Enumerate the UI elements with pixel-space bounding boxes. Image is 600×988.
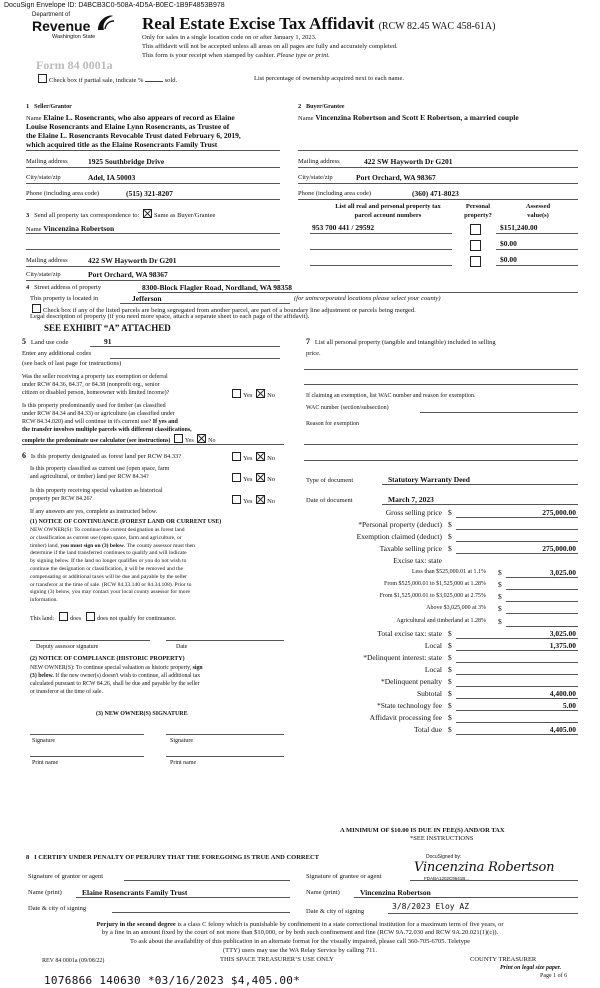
dor-logo: Department of Revenue Washington State bbox=[30, 12, 120, 56]
perjury-line4: (TTY) users may use the WA Relay Service by calling 711. bbox=[223, 947, 377, 954]
seller-phone: (515) 321-8207 bbox=[126, 189, 173, 198]
s6-q3-yes-no: Yes No bbox=[230, 495, 275, 507]
forest-no-checkbox[interactable] bbox=[256, 452, 265, 461]
parcel-col-header: List all real and personal property tax parcel account numbers bbox=[335, 203, 441, 219]
tax-row-label: *State technology fee bbox=[377, 701, 442, 710]
s7-line2: price. bbox=[306, 350, 321, 357]
located-label: This property is located in bbox=[30, 295, 99, 302]
property-county: Jefferson bbox=[132, 294, 162, 303]
buyer-mail: 422 SW Hayworth Dr G201 bbox=[364, 157, 453, 166]
tax-row-value: 275,000.00 bbox=[542, 544, 576, 553]
currency-symbol: $ bbox=[448, 689, 452, 698]
segregation-checkbox[interactable] bbox=[32, 304, 41, 313]
tax-row-label: *Personal property (deduct) bbox=[358, 520, 442, 529]
parcel-number: 953 700 441 / 29592 bbox=[312, 223, 375, 232]
street-label: 4 Street address of property bbox=[26, 284, 102, 291]
tax-row-label: *Delinquent penalty bbox=[380, 677, 442, 686]
legal-size-note: Print on legal size paper. bbox=[500, 965, 562, 971]
unincorporated-note: (for unincorporated locations please select your county) bbox=[294, 295, 441, 302]
currency-symbol: $ bbox=[498, 592, 502, 601]
notice1-body: NEW OWNER(S): To continue the current designation as forest land or classification as current use (open space, farm and agriculture, or timber) land, you must sign on (3) below. The county assessor must then determine if the land transferred continues to qualify and will indicate by signing below. If the land no longer qualifies or you do not wish to continue the designation or classification, it will be removed and the compensating or additional taxes will be due and payable by the seller or transferor at the time of sale. (RCW 84.33.140 or 84.34.108). Prior to signing (3) below, you may contact your local county assessor for more information. bbox=[30, 527, 195, 604]
if-yes-note: If any answers are yes, complete as instructed below. bbox=[30, 509, 158, 515]
buyer-phone: (360) 471-8023 bbox=[412, 189, 459, 198]
property-street: 8300-Block Flagler Road, Nordland, WA 98358 bbox=[142, 283, 292, 292]
seller-name-l4: which acquired title as the Elaine Rosencrants Family Trust bbox=[26, 140, 218, 149]
buyer-name: Name Vincenzina Robertson and Scott E Robertson, a married couple bbox=[298, 113, 519, 122]
notice2-body: NEW OWNER(S): To continue special valuation as historic property, sign (3) below. If the new owner(s) doesn't wish to continue, all additional tax calculated pursuant to RCW 84.26, shall be due and payable by the seller or transferor at the time of sale. bbox=[30, 665, 203, 695]
currency-symbol: $ bbox=[448, 665, 452, 674]
tax-row-label: Local bbox=[424, 665, 442, 674]
currency-symbol: $ bbox=[448, 508, 452, 517]
q2-line1: Is this property predominantly used for timber (as classified bbox=[22, 403, 166, 409]
same-as-buyer-checkbox[interactable] bbox=[143, 209, 152, 218]
deputy-date-label: Date bbox=[176, 644, 188, 650]
s6-q2-line2: and agricultural, or timber) land per RCW 84.34? bbox=[30, 474, 149, 480]
notice1-heading: (1) NOTICE OF CONTINUANCE (FOREST LAND OR CURRENT USE) bbox=[30, 519, 222, 525]
perjury-line2: by a fine in an amount fixed by the court of not more than $10,000, or by both such confinement and fine (RCW 9A.72.030 and RCW 9A.20.021(1)(c)). bbox=[101, 929, 499, 936]
currency-symbol: $ bbox=[448, 629, 452, 638]
tax-row-label: Excise tax: state bbox=[393, 556, 442, 565]
see-back-note: (see back of last page for instructions) bbox=[22, 360, 122, 367]
tax-row-value: 3,025.00 bbox=[549, 568, 576, 577]
docusigned-by-label: DocuSigned by: bbox=[426, 854, 462, 860]
rev-number: REV 84 0001a (09/08/22) bbox=[42, 958, 105, 964]
deputy-sig-label: Deputy assessor signature bbox=[36, 644, 99, 650]
land-use-row: 5 Land use code bbox=[22, 337, 69, 346]
see-instructions-note: *SEE INSTRUCTIONS bbox=[410, 835, 474, 842]
grantee-signature: Vincenzina Robertson bbox=[414, 860, 555, 875]
q2-line3: RCW 84.34.020) and will continue in it's current use? If yes and bbox=[22, 419, 178, 425]
form-number: Form 84 0001a bbox=[36, 58, 113, 72]
certify-heading: 8 I CERTIFY UNDER PENALTY OF PERJURY THAT THE FOREGOING IS TRUE AND CORRECT bbox=[26, 854, 319, 861]
perjury-line3: To ask about the availability of this publication in an alternate format for the visually impaired, please call 360-705-6705. Teletype bbox=[130, 938, 470, 945]
seller-phone-label: Phone (including area code) bbox=[26, 190, 100, 197]
q2-line4: the transfer involves multiple parcels with different classifications, bbox=[22, 427, 192, 433]
currency-symbol: $ bbox=[448, 544, 452, 553]
corr-mail-label: Mailing address bbox=[26, 257, 68, 264]
tax-row-label: Less than $525,000.01 at 1.1% bbox=[411, 569, 486, 575]
seller-name-l2: Louise Rosencrants and Elaine Lynn Rosencrants, as Trustee of bbox=[26, 122, 230, 131]
buyer-heading: 2 Buyer/Grantee bbox=[298, 103, 345, 110]
tax-row-label: Local bbox=[424, 641, 442, 650]
tax-row-label: Subtotal bbox=[416, 689, 442, 698]
tax-row-label: Affidavit processing fee bbox=[369, 713, 442, 722]
currency-symbol: $ bbox=[448, 520, 452, 529]
minimum-due-note: A MINIMUM OF $10.00 IS DUE IN FEE(S) AND/OR TAX bbox=[340, 827, 505, 834]
currency-symbol: $ bbox=[448, 653, 452, 662]
segregation-row: Check box if any of the listed parcels are being segregated from another parcel, are part of a boundary line adjustment or parcels being merged. bbox=[30, 304, 416, 316]
envelope-id: DocuSign Envelope ID: D4BCB3C0-508A-4D5A-B0EC-1B9F4853B978 bbox=[4, 2, 225, 9]
currency-symbol: $ bbox=[448, 532, 452, 541]
currency-symbol: $ bbox=[498, 604, 502, 613]
q1-yes-checkbox[interactable] bbox=[232, 389, 241, 398]
currency-symbol: $ bbox=[448, 641, 452, 650]
partial-sale-checkbox[interactable] bbox=[38, 74, 47, 83]
page-number: Page 1 of 6 bbox=[540, 973, 568, 979]
s6-q3-line2: property per RCW 84.26? bbox=[30, 496, 93, 502]
seller-city-label: City/state/zip bbox=[26, 174, 61, 181]
personal-col-header: Personal property? bbox=[464, 203, 492, 219]
seller-mail-label: Mailing address bbox=[26, 158, 68, 165]
q2-yes-checkbox[interactable] bbox=[174, 434, 183, 443]
tax-row-label: Above $3,025,000 at 3% bbox=[426, 605, 486, 611]
currency-symbol: $ bbox=[498, 617, 502, 626]
add-codes-label: Enter any additional codes bbox=[22, 350, 92, 357]
tax-row-label: *Delinquent interest: state bbox=[363, 653, 442, 662]
buyer-city: Port Orchard, WA 98367 bbox=[356, 173, 436, 182]
doc-type: Statutory Warranty Deed bbox=[388, 475, 470, 484]
tax-row-label: From $1,525,000.01 to $3,025,000 at 2.75% bbox=[379, 593, 486, 599]
partial-sale-row: Check box if partial sale, indicate % sold. bbox=[36, 74, 177, 86]
q1-line3: citizen or disabled person, homeowner with limited income)? bbox=[22, 390, 170, 396]
owner-print-label-1: Print name bbox=[32, 760, 59, 766]
s6-q3-line1: Is this property receiving special valuation as historical bbox=[30, 488, 163, 494]
logo-mark-icon bbox=[94, 12, 116, 34]
currency-symbol: $ bbox=[448, 701, 452, 710]
s7-line1: 7 List all personal property (tangible and intangible) included in selling bbox=[306, 337, 496, 346]
historic-yes-checkbox[interactable] bbox=[232, 495, 241, 504]
s6-q1-yes-no: Yes No bbox=[230, 452, 275, 464]
correspondence-name: Name Vincenzina Robertson bbox=[26, 224, 115, 233]
land-use-code: 91 bbox=[104, 337, 112, 346]
grantor-name: Elaine Rosencrants Family Trust bbox=[82, 888, 188, 897]
tax-row-value: 4,400.00 bbox=[549, 689, 576, 698]
historic-no-checkbox[interactable] bbox=[256, 495, 265, 504]
current-use-yes-checkbox[interactable] bbox=[232, 473, 241, 482]
currency-symbol: $ bbox=[448, 713, 452, 722]
seller-name-l3: the Elaine L. Rosencrants Revocable Trust dated February 6, 2019, bbox=[26, 131, 241, 140]
tax-row-value: 4,405.00 bbox=[549, 725, 576, 734]
s6-q2-line1: Is this property classified as current use (open space, farm bbox=[30, 466, 170, 472]
doc-type-label: Type of document bbox=[306, 477, 354, 484]
q2-line2: under RCW 84.34 and 84.33) or agriculture (as classified under bbox=[22, 411, 175, 417]
q1-line1: Was the seller receiving a property tax exemption or deferral bbox=[22, 374, 168, 380]
wac-label: WAC number (section/subsection) bbox=[306, 405, 389, 411]
forest-yes-checkbox[interactable] bbox=[232, 452, 241, 461]
perjury-line1: Perjury in the second degree is a class C felony which is punishable by confinement in a state correctional institution for a maximum term of five years, or bbox=[96, 921, 504, 928]
tax-row-value: 1,375.00 bbox=[549, 641, 576, 650]
grantor-date-label: Date & city of signing bbox=[28, 905, 87, 912]
notice2-heading: (2) NOTICE OF COMPLIANCE (HISTORIC PROPERTY) bbox=[30, 656, 185, 662]
tax-row-label: Taxable selling price bbox=[379, 544, 442, 553]
sig-grantor-label: Signature of grantor or agent bbox=[28, 873, 104, 880]
corr-mail: 422 SW Hayworth Dr G201 bbox=[88, 256, 177, 265]
treasurer-use-only: THIS SPACE TREASURER’S USE ONLY bbox=[220, 956, 334, 963]
note-1: Only for sales in a single location code on or after January 1, 2023. bbox=[142, 34, 317, 41]
exempt-note: If claiming an exemption, list WAC number and reason for exemption. bbox=[306, 393, 476, 399]
tax-row-value: 3,025.00 bbox=[549, 629, 576, 638]
tax-row-label: From $525,000.01 to $1,525,000 at 1.28% bbox=[384, 581, 486, 587]
new-owner-sig-heading: (3) NEW OWNER(S) SIGNATURE bbox=[96, 711, 188, 717]
does-checkbox[interactable] bbox=[59, 612, 68, 621]
tax-row-label: Gross selling price bbox=[385, 508, 442, 517]
exhibit-text: SEE EXHIBIT “A” ATTACHED bbox=[44, 323, 171, 333]
q1-no-checkbox[interactable] bbox=[256, 389, 265, 398]
corr-city: Port Orchard, WA 98367 bbox=[88, 270, 168, 279]
s6-q1: 6 Is this property designated as forest land per RCW 84.33? bbox=[22, 451, 182, 460]
assessed-value-2: $0.00 bbox=[500, 239, 517, 248]
tax-row-value: 5.00 bbox=[562, 701, 576, 710]
doc-date-label: Date of document bbox=[306, 497, 353, 504]
tax-row-label: Total excise tax: state bbox=[377, 629, 442, 638]
buyer-phone-label: Phone (including area code) bbox=[298, 190, 372, 197]
note-3: This form is your receipt when stamped by cashier. Please type or print. bbox=[142, 52, 330, 59]
does-not-checkbox[interactable] bbox=[86, 612, 95, 621]
grantee-date-label: Date & city of signing bbox=[306, 908, 365, 915]
corr-city-label: City/state/zip bbox=[26, 271, 61, 278]
q1-yes-no: Yes No bbox=[230, 389, 275, 401]
seller-mail: 1925 Southbridge Drive bbox=[88, 157, 165, 166]
doc-date: March 7, 2023 bbox=[388, 495, 434, 504]
treasurer-stamp: 1076866 140630 *03/16/2023 $4,405.00* bbox=[44, 974, 301, 987]
grantee-name-label: Name (print) bbox=[306, 889, 340, 896]
seller-name-l1: Name Elaine L. Rosencrants, who also appears of record as Elaine bbox=[26, 113, 235, 122]
tax-row-label: Exemption claimed (deduct) bbox=[356, 532, 442, 541]
grantee-name: Vincenzina Robertson bbox=[360, 888, 431, 897]
owner-sig-label-2: Signature bbox=[170, 738, 193, 744]
list-pct-note: List percentage of ownership acquired next to each name. bbox=[254, 75, 404, 82]
tax-row-label: Agricultural and timberland at 1.28% bbox=[396, 618, 486, 624]
sig-grantee-label: Signature of grantee or agent bbox=[306, 873, 382, 880]
currency-symbol: $ bbox=[448, 725, 452, 734]
legal-desc-label: Legal description of property (if you need more space, attach a separate sheet to each page of the affidavit). bbox=[30, 313, 310, 320]
note-2: This affidavit will not be accepted unless all areas on all pages are fully and accurately completed. bbox=[142, 43, 398, 50]
form-title: Real Estate Excise Tax Affidavit (RCW 82.45 WAC 458-61A) bbox=[142, 14, 496, 33]
q2-line5: complete the predominate use calculator (see instructions) Yes No bbox=[22, 434, 216, 445]
q1-line2: under RCW 84.36, 84.37, or 84.38 (nonprofit org., senior bbox=[22, 382, 160, 388]
county-treasurer: COUNTY TREASURER bbox=[470, 956, 537, 963]
currency-symbol: $ bbox=[498, 580, 502, 589]
buyer-mail-label: Mailing address bbox=[298, 158, 340, 165]
correspondence-row: 3 Send all property tax correspondence to: Same as Buyer/Grantee bbox=[26, 209, 215, 221]
assessed-value-1: $151,240.00 bbox=[500, 223, 538, 232]
reason-label: Reason for exemption bbox=[306, 421, 359, 427]
personal-property-checkbox-2[interactable] bbox=[470, 240, 481, 251]
owner-sig-label-1: Signature bbox=[32, 738, 55, 744]
tax-row-value: 275,000.00 bbox=[542, 508, 576, 517]
personal-property-checkbox-3[interactable] bbox=[470, 256, 481, 267]
assessed-value-3: $0.00 bbox=[500, 255, 517, 264]
tax-row-label: Total due bbox=[413, 725, 442, 734]
currency-symbol: $ bbox=[448, 677, 452, 686]
q2-no-checkbox[interactable] bbox=[197, 434, 206, 443]
owner-print-label-2: Print name bbox=[170, 760, 197, 766]
seller-heading: 1 Seller/Grantor bbox=[26, 103, 72, 110]
docusign-id: FDABA1202C9641B... bbox=[424, 876, 470, 881]
seller-city: Adel, IA 50003 bbox=[88, 173, 136, 182]
this-land-row: This land: does does not qualify for continuance. bbox=[30, 612, 176, 623]
grantor-name-label: Name (print) bbox=[28, 889, 62, 896]
grantee-date: 3/8/2023 Eloy AZ bbox=[392, 902, 470, 911]
buyer-city-label: City/state/zip bbox=[298, 174, 333, 181]
currency-symbol: $ bbox=[498, 568, 502, 577]
s6-q2-yes-no: Yes No bbox=[230, 473, 275, 485]
personal-property-checkbox-1[interactable] bbox=[470, 224, 481, 235]
current-use-no-checkbox[interactable] bbox=[256, 473, 265, 482]
assessed-col-header: Assessed value(s) bbox=[525, 203, 551, 219]
